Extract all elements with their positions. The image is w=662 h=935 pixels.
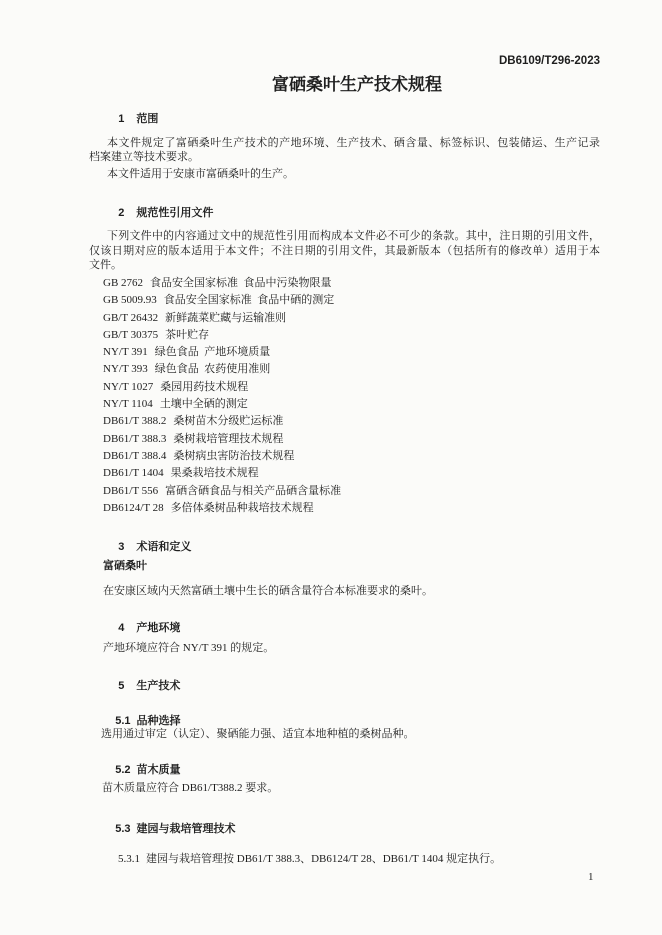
references-intro-line-1: 下列文件中的内容通过文中的规范性引用而构成本文件必不可少的条款。其中，注日期的引用文件，	[107, 230, 600, 242]
section-number: 3	[118, 541, 125, 553]
reference-code: DB61/T 388.4	[103, 449, 167, 462]
reference-code: NY/T 391	[103, 346, 148, 359]
section-title: 术语和定义	[136, 541, 192, 553]
reference-name: 桑园用药技术规程	[160, 380, 249, 393]
document-title: 富硒桑叶生产技术规程	[272, 75, 442, 94]
reference-item	[103, 448, 341, 465]
section-number: 1	[118, 113, 125, 125]
seedling-quality-text: 苗木质量应符合 DB61/T388.2 要求。	[102, 782, 279, 794]
variety-selection-text: 选用通过审定（认定）、聚硒能力强、适宜本地种植的桑树品种。	[101, 728, 415, 740]
subsection-number: 5.1	[115, 715, 131, 727]
references-intro-line-3: 文件。	[89, 259, 122, 271]
section-number: 5	[118, 680, 125, 692]
reference-item	[103, 379, 341, 396]
subsection-5-2-heading	[103, 746, 181, 776]
reference-item	[103, 483, 341, 500]
scope-paragraph-line-1: 本文件规定了富硒桑叶生产技术的产地环境、生产技术、硒含量、标签标识、包装储运、生产记录	[107, 137, 600, 149]
reference-item	[103, 310, 341, 327]
reference-item	[103, 361, 341, 378]
section-number: 4	[118, 622, 125, 634]
reference-name: 果桑栽培技术规程	[170, 467, 259, 480]
reference-name: 土壤中全硒的测定	[159, 398, 248, 411]
reference-code: NY/T 1027	[103, 380, 154, 393]
clause-number: 5.3.1	[118, 853, 140, 865]
clause-text: 建园与栽培管理按 DB61/T 388.3、DB6124/T 28、DB61/T 1404 规定执行。	[146, 853, 502, 865]
reference-item	[103, 327, 341, 344]
section-title: 产地环境	[136, 622, 181, 634]
reference-item	[103, 396, 341, 413]
reference-name: 富硒含硒食品与相关产品硒含量标准	[165, 484, 342, 497]
reference-item	[103, 413, 341, 430]
term-name: 富硒桑叶	[103, 560, 147, 572]
scope-applicability: 本文件适用于安康市富硒桑叶的生产。	[107, 168, 294, 180]
reference-name: 桑树栽培管理技术规程	[173, 432, 284, 445]
reference-code: GB/T 26432	[103, 311, 159, 324]
reference-item	[103, 292, 341, 309]
page-number: 1	[588, 871, 594, 883]
references-intro-line-2: 仅该日期对应的版本适用于本文件；不注日期的引用文件，其最新版本（包括所有的修改单）适用于本	[89, 245, 600, 257]
clause-5-3-1	[107, 835, 502, 865]
reference-code: NY/T 1104	[103, 398, 153, 411]
reference-name: 食品安全国家标准 食品中污染物限量	[150, 277, 332, 289]
reference-name: 食品安全国家标准 食品中硒的测定	[163, 294, 335, 307]
standard-code: DB6109/T296-2023	[498, 55, 600, 67]
subsection-5-1-heading	[103, 697, 181, 727]
reference-name: 新鲜蔬菜贮藏与运输准则	[165, 311, 287, 324]
section-title: 规范性引用文件	[136, 207, 214, 219]
section-5-heading	[106, 662, 181, 692]
section-2-heading	[106, 189, 214, 219]
reference-code: DB61/T 1404	[103, 467, 164, 480]
reference-name: 绿色食品 产地环境质量	[154, 346, 271, 359]
term-definition: 在安康区域内天然富硒土壤中生长的硒含量符合本标准要求的桑叶。	[103, 585, 433, 597]
reference-code: NY/T 393	[103, 363, 148, 376]
subsection-title: 品种选择	[136, 715, 181, 727]
subsection-number: 5.3	[115, 823, 131, 835]
section-title: 范围	[136, 113, 159, 125]
environment-text: 产地环境应符合 NY/T 391 的规定。	[103, 642, 275, 654]
subsection-5-3-heading	[103, 805, 236, 835]
section-title: 生产技术	[136, 680, 181, 692]
subsection-title: 建园与栽培管理技术	[136, 823, 236, 835]
reference-item	[103, 344, 341, 361]
reference-item	[103, 275, 341, 292]
reference-code: DB61/T 388.3	[103, 432, 167, 445]
reference-name: 绿色食品 农药使用准则	[154, 363, 271, 376]
reference-code: GB/T 30375	[103, 328, 159, 341]
reference-code: DB61/T 388.2	[103, 415, 167, 428]
reference-name: 桑树病虫害防治技术规程	[173, 449, 295, 462]
reference-code: DB61/T 556	[103, 484, 159, 497]
reference-code: GB 2762	[103, 277, 144, 289]
scope-paragraph-line-2: 档案建立等技术要求。	[89, 151, 199, 163]
section-number: 2	[118, 207, 125, 219]
section-1-heading	[106, 95, 159, 125]
reference-item	[103, 431, 341, 448]
reference-list	[103, 275, 341, 517]
reference-code: DB6124/T 28	[103, 501, 164, 514]
reference-code: GB 5009.93	[103, 294, 157, 307]
reference-item	[103, 500, 341, 517]
reference-name: 多倍体桑树品种栽培技术规程	[170, 501, 314, 514]
section-3-heading	[106, 523, 192, 553]
subsection-title: 苗木质量	[136, 764, 181, 776]
reference-item	[103, 465, 341, 482]
subsection-number: 5.2	[115, 764, 131, 776]
reference-name: 桑树苗木分级贮运标准	[173, 415, 284, 428]
section-4-heading	[106, 604, 181, 634]
reference-name: 茶叶贮存	[165, 328, 210, 341]
